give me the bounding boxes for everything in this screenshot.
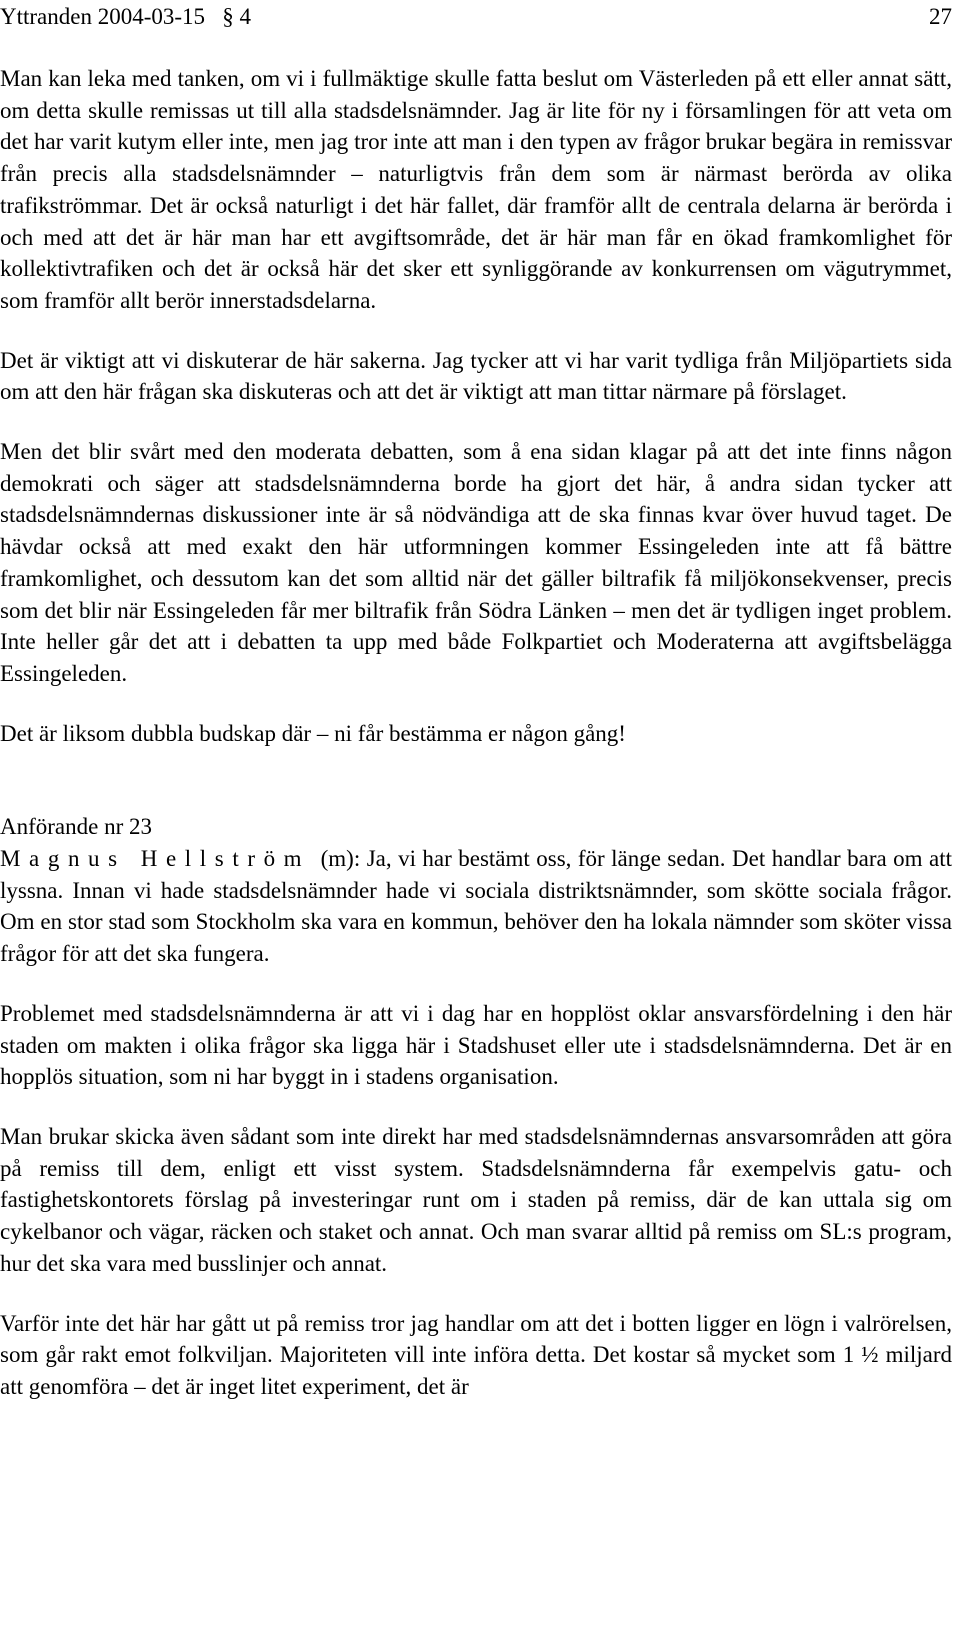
paragraph: Problemet med stadsdelsnämnderna är att vi i dag har en hopplöst oklar ansvarsfördelning i den här staden om makten i olika frågor ska ligga här i Stadshuset eller ute i stadsdelsnämnderna. Det är en hopplös situation, som ni har byggt in i stadens organisation. (0, 1000, 952, 1090)
paragraph: Man kan leka med tanken, om vi i fullmäktige skulle fatta beslut om Västerleden på ett eller annat sätt, om detta skulle remissas ut till alla stadsdelsnämnder. Jag är lite för ny i församlingen för att veta om det har varit kutym eller inte, men jag tror inte att man i den typen av frågor brukar begära in remissvar från precis alla stadsdelsnämnder – naturligtvis från dem som är närmast berörda av olika trafikströmmar. Det är också naturligt i det här fallet, där framför allt de centrala delarna är berörda i och med att det är här man har ett avgiftsområde, det är här man får en ökad framkomlighet för kollektivtrafiken och det är också här det sker ett synliggörande av konkurrensen om vägutrymmet, som framför allt berör innerstadsdelarna. (0, 66, 952, 313)
header-date-section: Yttranden 2004-03-15 § 4 (0, 4, 252, 29)
paragraph: Varför inte det här har gått ut på remiss tror jag handlar om att det i botten ligger en lögn i valrörelsen, som går rakt emot folkviljan. Majoriteten vill inte införa detta. Det kostar så mycket som 1 ½ miljard att genomföra – det är inget litet experiment, det är (0, 1310, 952, 1399)
speaker-name: Magnus Hellström (0, 846, 311, 872)
paragraph: Det är viktigt att vi diskuterar de här sakerna. Jag tycker att vi har varit tydliga från Miljöpartiets sida om att den här frågan ska diskuteras och att det är viktigt att man tittar närmare på förslaget. (0, 347, 952, 405)
speech-heading: Anförande nr 23 (0, 814, 153, 840)
document-body (0, 63, 952, 1431)
speech-opening-paragraph (0, 843, 952, 970)
page-header (0, 2, 952, 32)
page-number: 27 (929, 4, 952, 29)
paragraph: Man brukar skicka även sådant som inte direkt har med stadsdelsnämndernas ansvarsområden att göra på remiss till dem, enligt ett visst system. Stadsdelsnämnderna får exempelvis gatu- och fastighetskontorets förslag på investeringar runt om i staden på remiss, där de kan uttala sig om cykelbanor och vägar, räcken och staket och annat. Och man svarar alltid på remiss om SL:s program, hur det ska vara med busslinjer och annat. (0, 1123, 952, 1276)
speaker-text: (m): Ja, vi har bestämt oss, för länge sedan. Det handlar bara om att lyssna. Innan vi hade stadsdelsnämnder hade vi sociala distriktsnämnder, som skötte sociala frågor. Om en stor stad som Stockholm ska vara en kommun, behöver den ha lokala nämnder som sköter vissa frågor för att det ska fungera. (0, 846, 953, 967)
paragraph: Det är liksom dubbla budskap där – ni får bestämma er någon gång! (0, 720, 626, 746)
paragraph: Men det blir svårt med den moderata debatten, som å ena sidan klagar på att det inte finns någon demokrati och säger att stadsdelsnämnderna borde ha gjort det här, å andra sidan tycker att stadsdelsnämndernas diskussioner inte är så nödvändiga att de ska finnas kvar över huvud taget. De hävdar också att med exakt den här utformningen kommer Essingeleden inte att få bättre framkomlighet, och dessutom kan det som alltid när det gäller biltrafik få miljökonsekvenser, precis som det blir när Essingeleden får mer biltrafik från Södra Länken – men det är tydligen inget problem. Inte heller går det att i debatten ta upp med både Folkpartiet och Moderaterna att avgiftsbelägga Essingeleden. (0, 439, 952, 686)
